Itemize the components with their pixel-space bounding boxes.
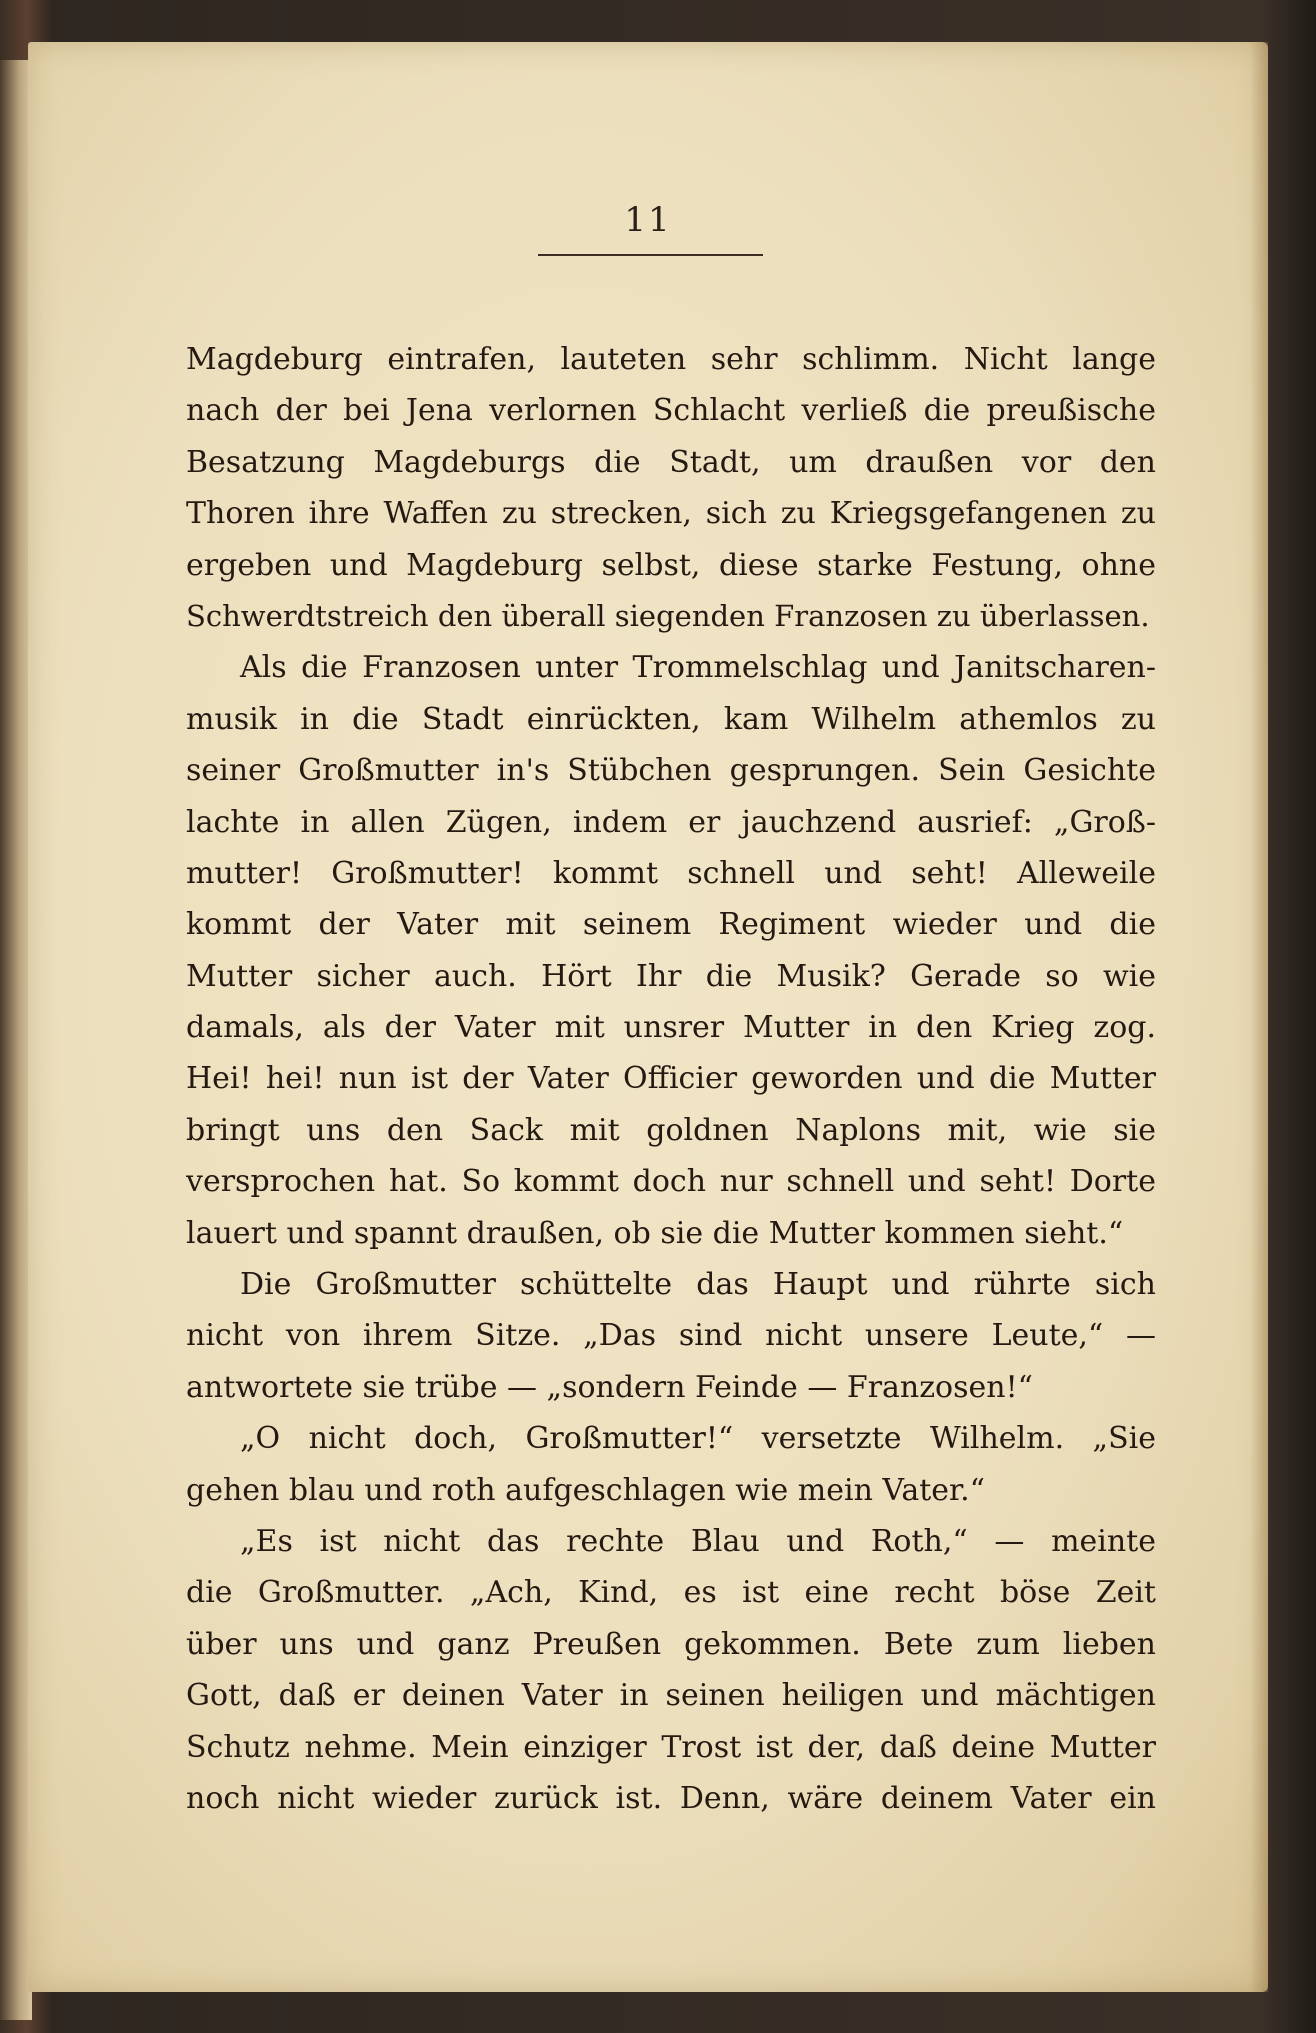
text-line: Als die Franzosen unter Trommelschlag und Janitscharen- [240,650,1156,686]
text-line: nicht von ihrem Sitze. „Das sind nicht unsere Leute,“ — [186,1318,1156,1354]
text-line: über uns und ganz Preußen gekommen. Bete zum lieben [186,1626,1156,1662]
text-line: musik in die Stadt einrückten, kam Wilhelm athemlos zu [186,701,1156,737]
body-text [186,334,1156,1824]
text-line: seiner Großmutter in's Stübchen gesprungen. Sein Gesichte [186,753,1156,789]
text-line: damals, als der Vater mit unsrer Mutter in den Krieg zog. [186,1010,1156,1046]
text-line: lachte in allen Zügen, indem er jauchzend ausrief: „Groß- [186,804,1156,840]
text-line: Schwerdtstreich den überall siegenden Franzosen zu überlassen. [186,598,1150,633]
text-line: Hei! hei! nun ist der Vater Officier geworden und die Mutter [186,1061,1156,1097]
text-line: Thoren ihre Waffen zu strecken, sich zu Kriegsgefangenen zu [186,496,1156,532]
text-line: „O nicht doch, Großmutter!“ versetzte Wilhelm. „Sie [240,1421,1156,1457]
text-line: Magdeburg eintrafen, lauteten sehr schlimm. Nicht lange [186,342,1156,377]
page-edge [1250,42,1268,1992]
text-line: versprochen hat. So kommt doch nur schnell und seht! Dorte [186,1164,1156,1200]
text-line: Die Großmutter schüttelte das Haupt und rührte sich [240,1267,1156,1303]
text-line: antwortete sie trübe — „sondern Feinde — Franzosen!“ [186,1369,1033,1405]
text-line: mutter! Großmutter! kommt schnell und seht! Alleweile [186,855,1156,891]
text-line: bringt uns den Sack mit goldnen Naplons mit, wie sie [186,1112,1156,1148]
text-line: kommt der Vater mit seinem Regiment wieder und die [186,907,1156,943]
text-line: „Es ist nicht das rechte Blau und Roth,“ — meinte [240,1523,1156,1559]
text-line: die Großmutter. „Ach, Kind, es ist eine recht böse Zeit [186,1575,1156,1611]
text-line: Mutter sicher auch. Hört Ihr die Musik? Gerade so wie [186,958,1156,994]
text-line: ergeben und Magdeburg selbst, diese starke Festung, ohne [186,547,1156,583]
header-rule [538,254,763,256]
text-line: lauert und spannt draußen, ob sie die Mutter kommen sieht.“ [186,1215,1124,1251]
text-line: nach der bei Jena verlornen Schlacht verließ die preußische [186,393,1156,429]
text-line: noch nicht wieder zurück ist. Denn, wäre deinem Vater ein [186,1780,1156,1816]
page-number: 11 [624,200,672,240]
text-line: gehen blau und roth aufgeschlagen wie mein Vater.“ [186,1472,985,1508]
book-page [28,42,1268,1992]
text-line: Besatzung Magdeburgs die Stadt, um draußen vor den [186,444,1156,480]
text-line: Schutz nehme. Mein einziger Trost ist der, daß deine Mutter [186,1729,1156,1765]
text-line: Gott, daß er deinen Vater in seinen heiligen und mächtigen [186,1678,1156,1714]
